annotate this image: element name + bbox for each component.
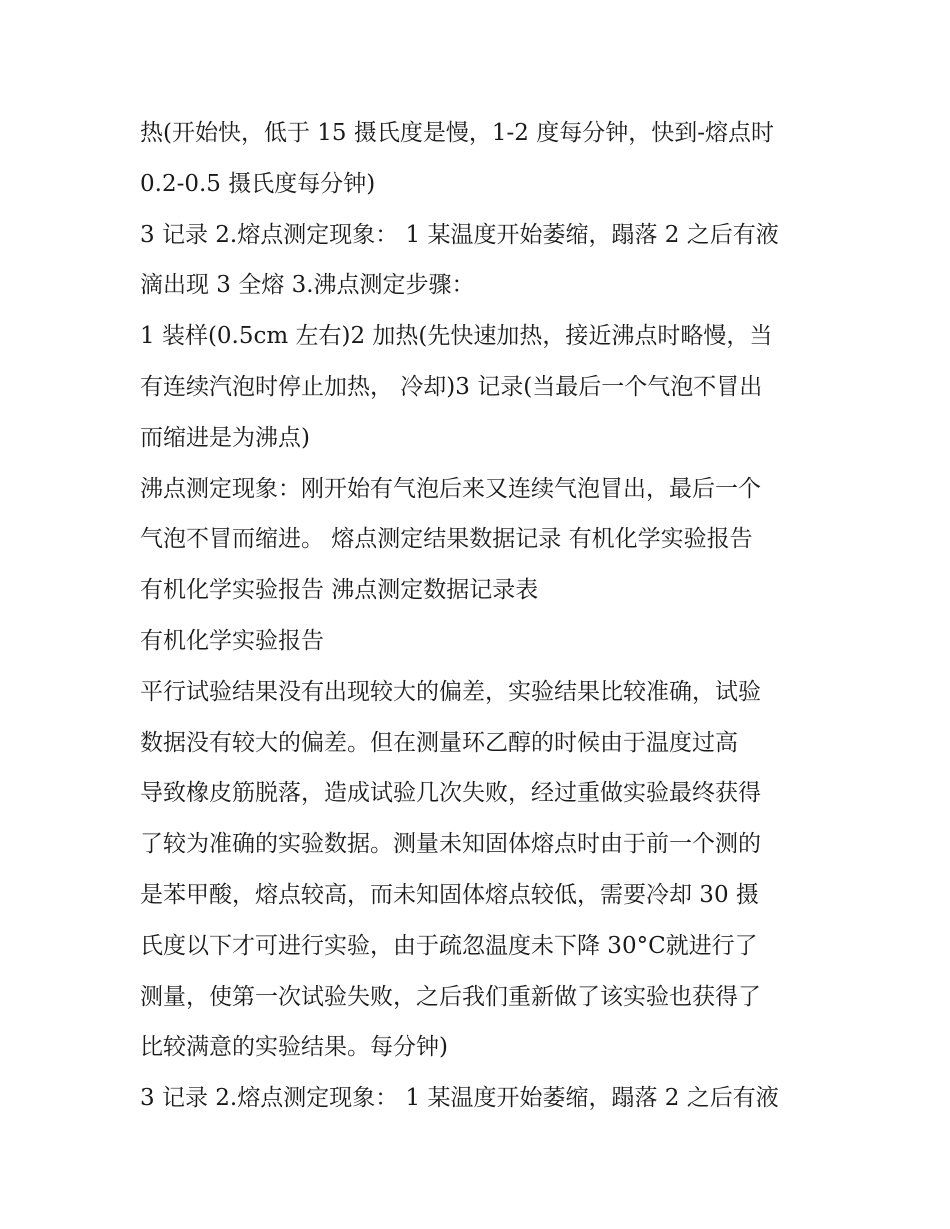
- text-line: 热(开始快，低于 15 摄氏度是慢，1-2 度每分钟，快到-熔点时: [140, 120, 774, 146]
- text-line: 有连续汽泡时停止加热， 冷却)3 记录(当最后一个气泡不冒出: [140, 373, 763, 400]
- text-line: 测量，使第一次试验失败，之后我们重新做了该实验也获得了: [140, 983, 761, 1010]
- text-line: 比较满意的实验结果。每分钟): [140, 1034, 448, 1061]
- text-line: 是苯甲酸，熔点较高，而未知固体熔点较低，需要冷却 30 摄: [140, 881, 759, 908]
- text-line: 有机化学实验报告 沸点测定数据记录表: [140, 577, 539, 604]
- text-line: 1 装样(0.5cm 左右)2 加热(先快速加热，接近沸点时略慢，当: [140, 323, 773, 350]
- text-line: 沸点测定现象：刚开始有气泡后来又连续气泡冒出，最后一个: [140, 475, 761, 502]
- text-line: 导致橡皮筋脱落，造成试验几次失败，经过重做实验最终获得: [140, 780, 761, 807]
- text-line: 3 记录 2.熔点测定现象： 1 某温度开始萎缩，蹋落 2 之后有液: [140, 1085, 779, 1112]
- text-line: 平行试验结果没有出现较大的偏差，实验结果比较准确，试验: [140, 678, 761, 705]
- text-line: 了较为准确的实验数据。测量未知固体熔点时由于前一个测的: [140, 831, 761, 858]
- text-line: 3 记录 2.熔点测定现象： 1 某温度开始萎缩，蹋落 2 之后有液: [140, 221, 779, 248]
- text-line: 滴出现 3 全熔 3.沸点测定步骤：: [140, 272, 475, 299]
- text-line: 氏度以下才可进行实验，由于疏忽温度未下降 30°C就进行了: [140, 932, 758, 959]
- text-line: 而缩进是为沸点): [140, 424, 310, 451]
- text-line: 数据没有较大的偏差。但在测量环乙醇的时候由于温度过高: [140, 729, 738, 756]
- text-line: 有机化学实验报告: [140, 627, 324, 654]
- document-body: [140, 108, 820, 1124]
- text-line: 0.2-0.5 摄氏度每分钟): [140, 170, 376, 197]
- text-line: 气泡不冒而缩进。 熔点测定结果数据记录 有机化学实验报告: [140, 526, 753, 553]
